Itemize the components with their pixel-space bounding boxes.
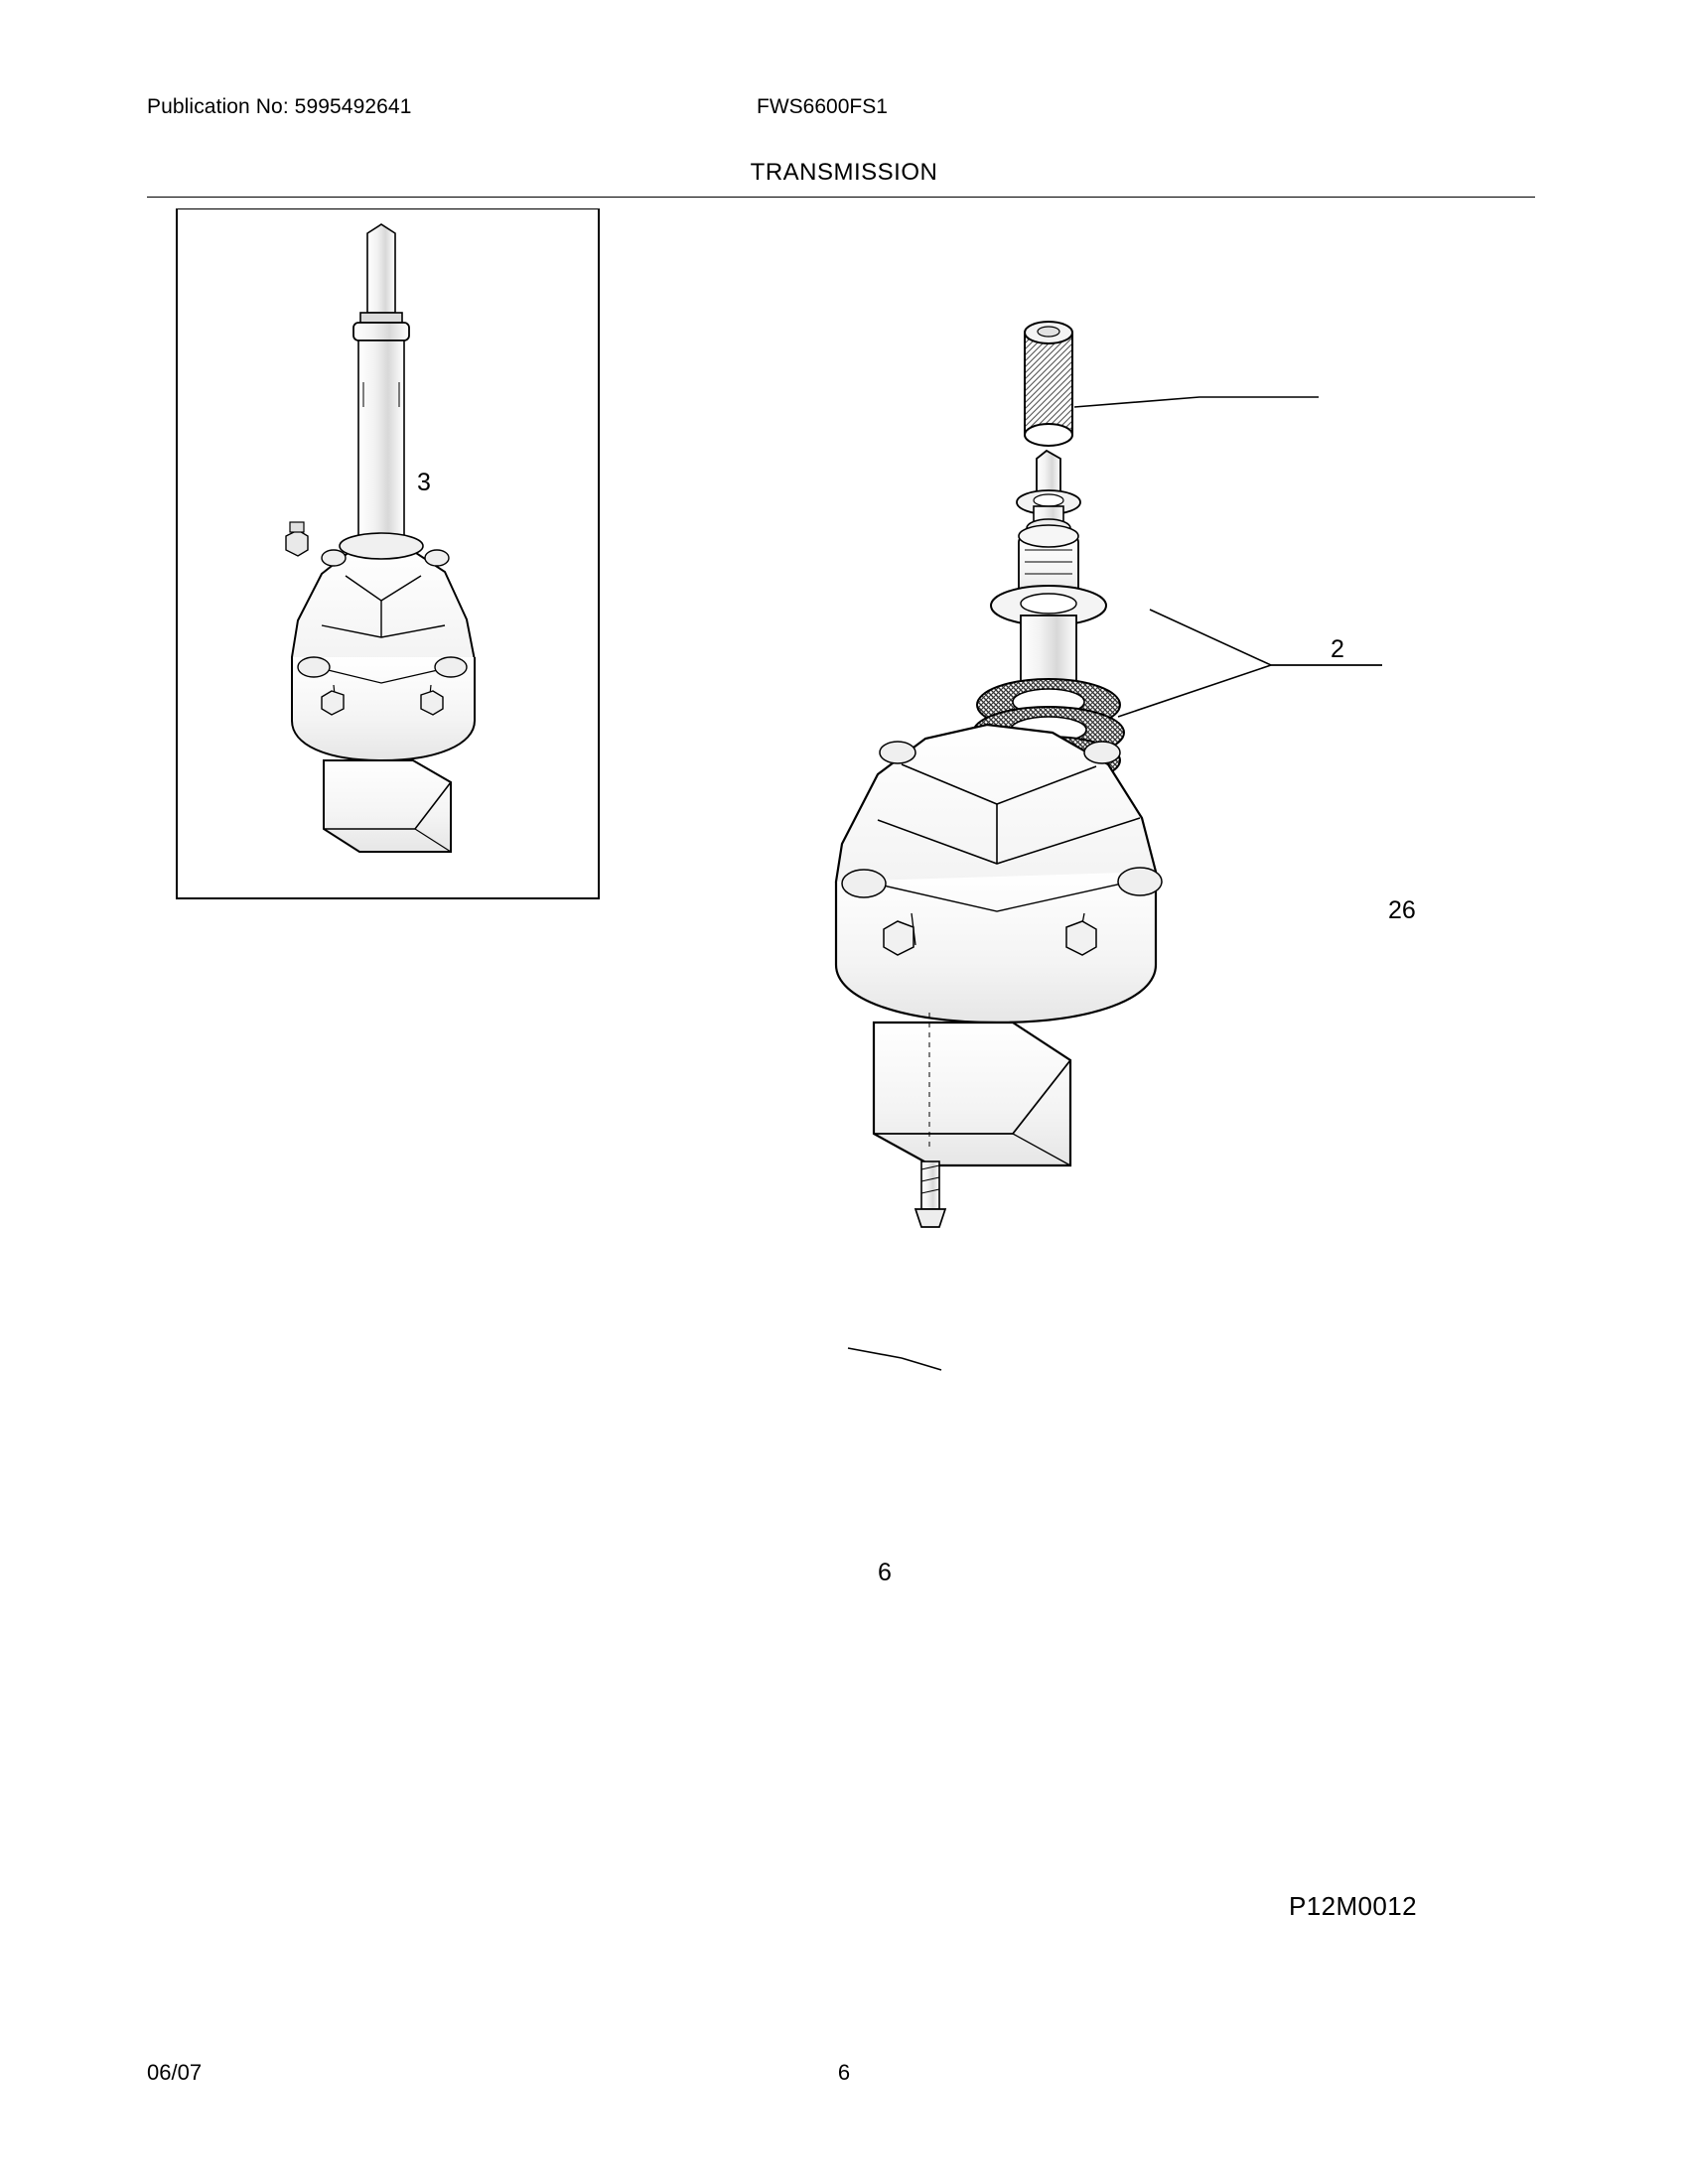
parts-diagram bbox=[147, 208, 1537, 1586]
inset-transmission-body bbox=[286, 522, 475, 852]
page-title: TRANSMISSION bbox=[750, 159, 938, 186]
inset-box-group bbox=[177, 208, 599, 898]
header-divider bbox=[147, 197, 1535, 198]
transmission-housing bbox=[836, 725, 1162, 1165]
footer-date: 06/07 bbox=[147, 2060, 203, 2085]
publication-number: Publication No: 5995492641 bbox=[147, 95, 412, 118]
footer-page-number: 6 bbox=[837, 2060, 851, 2085]
figure-code: P12M0012 bbox=[1289, 1891, 1417, 1921]
callout-26: 26 bbox=[1388, 896, 1416, 924]
callout-2: 2 bbox=[1331, 635, 1344, 663]
callout-3: 3 bbox=[417, 469, 431, 496]
inset-drive-shaft bbox=[353, 224, 409, 544]
pinion-gear-part bbox=[1025, 322, 1072, 446]
transmission-diagram-svg bbox=[147, 208, 1537, 1459]
model-number: FWS6600FS1 bbox=[757, 95, 888, 118]
callout-6: 6 bbox=[878, 1559, 892, 1586]
